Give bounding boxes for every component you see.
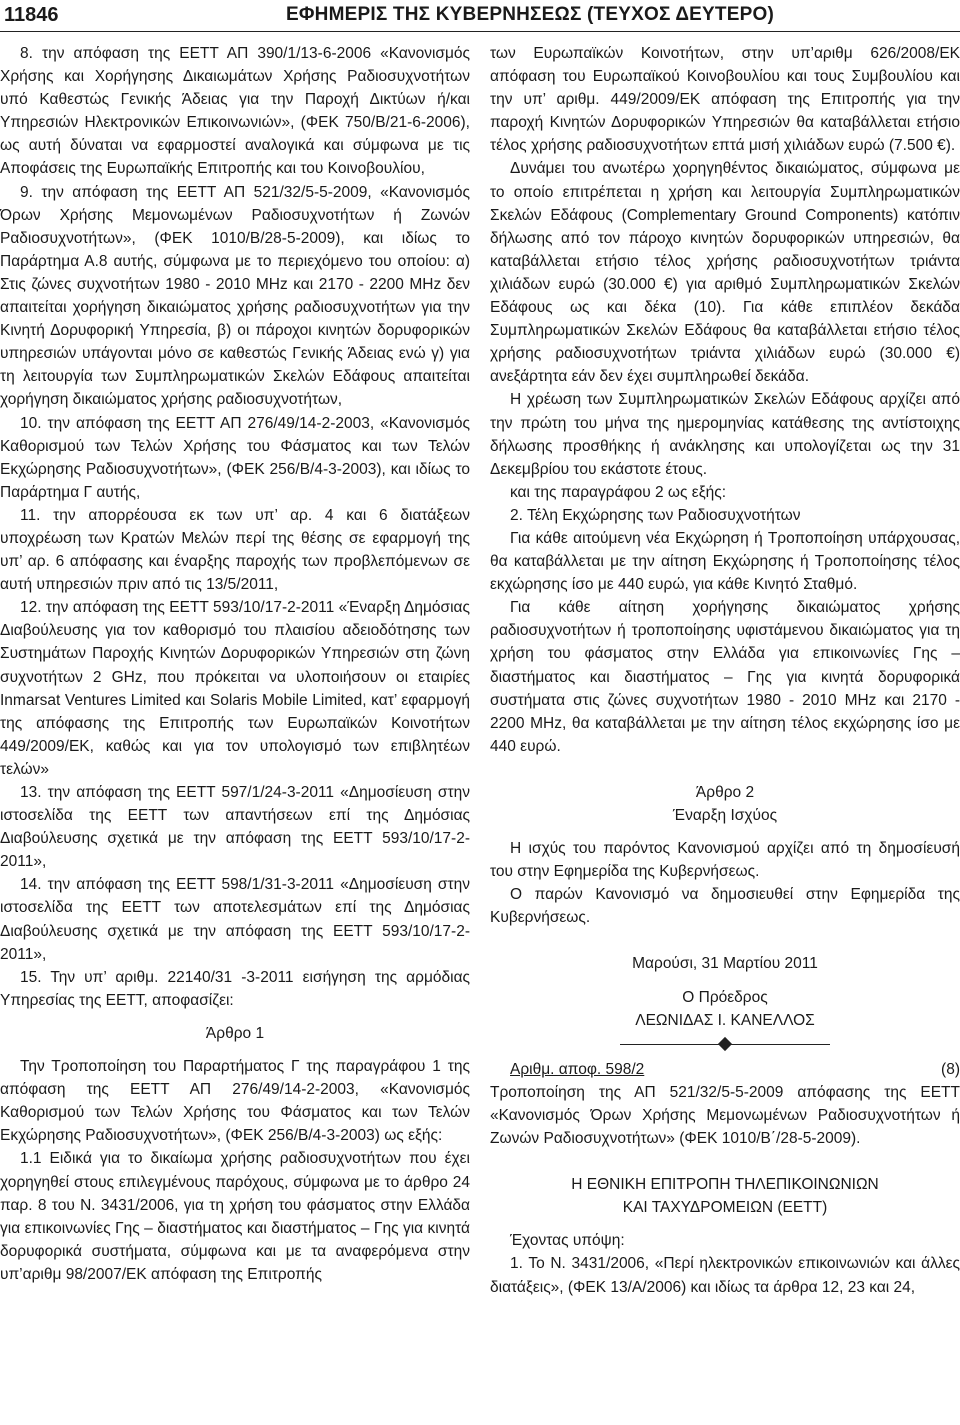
considering-label: Έχοντας υπόψη: [510,1232,625,1250]
header-rule [0,31,960,32]
article-2-heading: Άρθρο 2 [695,783,755,801]
paragraph-assignment-fee: Για κάθε αιτούμενη νέα Εκχώρηση ή Τροποποίηση υπάρχουσας, θα καταβάλλεται με την αίτηση Εκχώρησης ή Τροποποίησης τέλος εκχώρησης ίσο με 440 ευρώ, για κάθε Κινητό Σταθμό. [490,529,960,594]
paragraph-item-11: 11. την απορρέουσα εκ των υπ’ αρ. 4 και 6 διατάξεων υποχρέωση των Κρατών Μελών περί της θέσης σε εφαρμογή της υπ’ αρ. 6 απόφασης και έναρξης παροχής των προβλεπόμενων σε αυτή υπηρεσιών πριν από τις 13/5/2011, [0,506,470,594]
authority-name-line-2: ΚΑΙ ΤΑΧΥΔΡΟΜΕΙΩΝ (ΕΕΤΤ) [622,1199,828,1217]
right-column [490,42,960,1299]
article-1-heading: Άρθρο 1 [205,1024,265,1042]
paragraph-cgc-fee: Δυνάμει του ανωτέρω χορηγηθέντος δικαιώματος, σύμφωνα με το οποίο επιτρέπεται η χρήση και λειτουργία Συμπληρωματικών Σκελών Εδάφους (Complementary Ground Components) κατόπιν δήλωσης από τον πάροχο κινητών δορυφορικών υπηρεσιών, θα καταβάλλεται ετήσιο τέλος χρήσης ραδιοσυχνοτήτων τριάντα χιλιάδων ευρώ (30.000 €) για αριθμό Συμπληρωματικών Σκελών Εδάφους ως και δέκα (10). Για κάθε επιπλέον δεκάδα Συμπληρωματικών Σκελών Εδάφους θα καταβάλλεται ετήσιο τέλος χρήσης ραδιοσυχνοτήτων τριάντα χιλιάδων ευρώ (30.000 €) ανεξάρτητα εάν δεν έχει συμπληρωθεί δεκάδα. [490,160,960,386]
section-divider [490,1034,960,1056]
article-2-paragraph: Η ισχύς του παρόντος Κανονισμού αρχίζει από τη δημοσίευσή του στην Εφημερίδα της Κυβερνήσεως. [490,840,960,881]
signature-name: ΛΕΩΝΙΔΑΣ Ι. ΚΑΝΕΛΛΟΣ [635,1011,815,1029]
journal-title: ΕΦΗΜΕΡΙΣ ΤΗΣ ΚΥΒΕΡΝΗΣΕΩΣ (ΤΕΥΧΟΣ ΔΕΥΤΕΡΟ) [286,4,774,25]
paragraph-item-13: 13. την απόφαση της ΕΕΤΤ 597/1/24-3-2011 «Δημοσίευση στην ιστοσελίδα της ΕΕΤΤ των απαντήσεων επί της Δημόσιας Διαβούλευσης σχετικά με την απόφαση της ΕΕΤΤ 593/10/17-2-2011», [0,784,470,871]
left-column [0,42,470,1286]
paragraph-item-10: 10. την απόφαση της ΕΕΤΤ ΑΠ 276/49/14-2-2003, «Κανονισμός Καθορισμού των Τελών Χρήσης του Φάσματος και των Τελών Εκχώρησης Ραδιοσυχνοτήτων», (ΦΕΚ 256/Β/4-3-2003), και ιδίως το Παράρτημα Γ αυτής, [0,414,470,501]
article-1-paragraph: Την Τροποποίηση του Παραρτήματος Γ της παραγράφου 1 της απόφαση της ΕΕΤΤ ΑΠ 276/49/14-2-2003, «Κανονισμός Καθορισμού των Τελών Χρήσης του Φάσματος και των Τελών Εκχώρησης Ραδιοσυχνοτήτων», (ΦΕΚ 256/Β/4-3-2003) ως εξής: [0,1058,470,1145]
decision-number: Αριθμ. αποφ. 598/2 [510,1060,645,1078]
page-header [0,0,960,40]
decision-title: Τροποποίηση της ΑΠ 521/32/5-5-2009 απόφασης της ΕΕΤΤ «Κανονισμός Όρων Χρήσης Μεμονωμένων Ραδιοσυχνοτήτων ή Ζωνών Ραδιοσυχνοτήτων» (ΦΕΚ 1010/Β΄/28-5-2009). [490,1083,960,1148]
considering-item-1: 1. Το Ν. 3431/2006, «Περί ηλεκτρονικών επικοινωνιών και άλλες διατάξεις», (ΦΕΚ 13/Α/2006) και ιδίως τα άρθρα 12, 23 και 24, [490,1255,960,1296]
authority-name-line-1: Η ΕΘΝΙΚΗ ΕΠΙΤΡΟΠΗ ΤΗΛΕΠΙΚΟΙΝΩΝΙΩΝ [571,1176,879,1194]
signature-role: Ο Πρόεδρος [682,988,768,1006]
article-1-subparagraph: 1.1 Ειδικά για το δικαίωμα χρήσης ραδιοσυχνοτήτων που έχει χορηγηθεί στους επιλεγμένους παρόχους, σύμφωνα με το άρθρο 24 παρ. 8 του Ν. 3431/2006, για τη χρήση του φάσματος στην Ελλάδα για επικοινωνίες Γης – διαστήματος και διαστήματος – Γης για κινητά δορυφορικά συστήματα, σύμφωνα και με τα αναφερόμενα στην υπ’αριθμ 98/2007/ΕΚ απόφαση της Επιτροπής [0,1150,470,1283]
page-number: 11846 [4,4,59,26]
paragraph-item-9: 9. την απόφαση της ΕΕΤΤ ΑΠ 521/32/5-5-2009, «Κανονισμός Όρων Χρήσης Μεμονωμένων Ραδιοσυχνοτήτων ή Ζωνών Ραδιοσυχνοτήτων», (ΦΕΚ 1010/Β/28-5-2009), και ιδίως το Παράρτημα Α.8 αυτής, σύμφωνα με το περιεχόμενο του οποίου: α) Στις ζώνες συχνοτήτων 1980 - 2010 MHz και 2170 - 2200 MHz δεν απαιτείται χορήγηση δικαιώματος χρήσης ραδιοσυχνοτήτων για την Κινητή Δορυφορική Υπηρεσία, β) οι πάροχοι κινητών δορυφορικών υπηρεσιών υπάγονται μόνο σε καθεστώς Γενικής Άδειας ενώ γ) για τη λειτουργία των Συμπληρωματικών Σκελών Εδάφους απαιτείται χορήγηση δικαιώματος χρήσης ραδιοσυχνοτήτων, [0,183,470,409]
decision-number-row [490,1058,960,1081]
article-2-subheading: Έναρξη Ισχύος [672,807,778,824]
diamond-icon [718,1037,732,1051]
section-heading-2: 2. Τέλη Εκχώρησης των Ραδιοσυχνοτήτων [510,506,801,524]
article-2-paragraph: Ο παρών Κανονισμό να δημοσιευθεί στην Εφημερίδα της Κυβερνήσεως. [490,886,960,927]
paragraph-item-12: 12. την απόφαση της ΕΕΤΤ 593/10/17-2-2011 «Έναρξη Δημόσιας Διαβούλευσης για τον καθορισμό του πλαισίου αδειοδότησης των Συστημάτων Παροχής Κινητών Δορυφορικών Υπηρεσιών στη ζώνη συχνοτήτων 2 GHz, που πρόκειται να υλοποιήσουν οι εταιρίες Inmarsat Ventures Limited και Solaris Mobile Limited, κατ’ εφαρμογή της απόφασης της Επιτροπής των Ευρωπαϊκών Κοινοτήτων 449/2009/ΕΚ, καθώς και για τον υπολογισμό των επιβλητέων τελών» [0,599,470,778]
signature-place-date: Μαρούσι, 31 Μαρτίου 2011 [632,955,818,973]
paragraph-right-of-use-fee: Για κάθε αίτηση χορήγησης δικαιώματος χρήσης ραδιοσυχνοτήτων ή τροποποίησης υφιστάμενου δικαιώματος για τη χρήση του φάσματος στην Ελλάδα για επικοινωνίες Γης – διαστήματος και διαστήματος – Γης για κινητά δορυφορικά συστήματα στις ζώνες συχνοτήτων 1980 - 2010 MHz και 2170 - 2200 MHz, θα καταβάλλεται με την αίτηση τέλος εκχώρησης ίσο με 440 ευρώ. [490,599,960,755]
paragraph-item-14: 14. την απόφαση της ΕΕΤΤ 598/1/31-3-2011 «Δημοσίευση στην ιστοσελίδα της ΕΕΤΤ των αποτελεσμάτων επί της Δημόσιας Διαβούλευσης σχετικά με την απόφαση της ΕΕΤΤ 593/10/17-2-2011», [0,876,470,963]
paragraph-item-15: 15. Την υπ’ αριθμ. 22140/31 -3-2011 εισήγηση της αρμόδιας Υπηρεσίας της ΕΕΤΤ, αποφασίζει: [0,968,470,1009]
decision-sequence: (8) [941,1060,960,1078]
paragraph-cgc-charging: Η χρέωση των Συμπληρωματικών Σκελών Εδάφους αρχίζει από την πρώτη του μήνα της ημερομηνίας κατάθεσης της αντίστοιχης δήλωσης προσθήκης ή ανάκλησης και υπολογίζεται ως την 31 Δεκεμβρίου του εκάστοτε έτους. [490,391,960,478]
paragraph-item-8: 8. την απόφαση της ΕΕΤΤ ΑΠ 390/1/13-6-2006 «Κανονισμός Χρήσης και Χορήγησης Δικαιωμάτων Χρήσης Ραδιοσυχνοτήτων υπό Καθεστώς Γενικής Άδειας για την Παροχή Δικτύων ή/και Υπηρεσιών Ηλεκτρονικών Επικοινωνιών», (ΦΕΚ 750/Β/21-6-2006), ως αυτή δύναται να εφαρμοστεί αναλογικά και σύμφωνα με τις Αποφάσεις της Ευρωπαϊκής Επιτροπής και του Κοινοβουλίου, [0,45,470,178]
continued-paragraph: των Ευρωπαϊκών Κοινοτήτων, στην υπ’αριθμ 626/2008/ΕΚ απόφαση του Ευρωπαϊκού Κοινοβουλίου και τους Συμβουλίου και την υπ’ αριθμ. 449/2009/ΕΚ απόφαση της Επιτροπής για την παροχή Κινητών Δορυφορικών Υπηρεσιών θα καταβάλλεται ετήσιο τέλος χρήσης ραδιοσυχνοτήτων επτά μισή χιλιάδων ευρώ (7.500 €). [490,45,960,155]
paragraph-intro-2: και της παραγράφου 2 ως εξής: [510,483,727,501]
